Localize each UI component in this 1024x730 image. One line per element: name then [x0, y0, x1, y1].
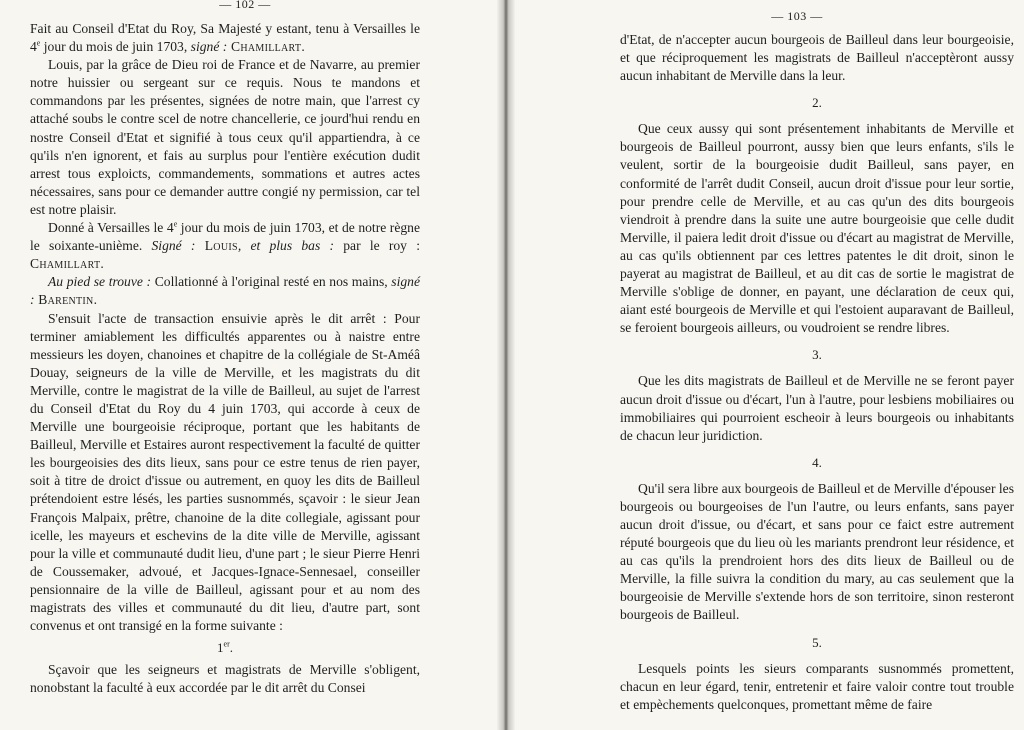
page-text [620, 31, 1014, 714]
section-heading: 5. [812, 634, 822, 650]
paragraph: Donné à Versailles le 4e jour du mois de juin 1703, et de notre règne le soixante-unième. Signé : Louis, et plus bas : par le roy : Chamillart. [30, 219, 420, 272]
paragraph: Que les dits magistrats de Bailleul et de Merville ne se feront payer aucun droit d'issue ou d'écart, l'un à l'autre, pour lesbiens mobiliaires ou immobiliaires qui pourroient escheoir à leurs bourgeois ou inhabitants de chacun leur juridiction. [620, 373, 1014, 443]
page-number: — 103 — [771, 9, 823, 23]
section-heading: 1er. [217, 639, 233, 656]
paragraph: Qu'il sera libre aux bourgeois de Bailleul et de Merville d'épouser les bourgeois ou bourgeoises de l'un l'autre, ou leurs enfants, sans payer aucun droit d'issue, ou d'écart, et sans pour ce faict estre autrement réputé bourgeois que du lieu où les mariants prendront leur résidence, et au cas qu'ils la prendroient hors des dits lieux de Bailleul ou de Merville, la fille suivra la condition du mary, au cas seulement que la bourgeoisie de Merville s'extende hors de son territoire, sinon resteront bourgeois de Bailleul. [620, 480, 1014, 623]
page-text [30, 20, 420, 697]
section-heading: 2. [812, 95, 822, 111]
section-heading: 3. [812, 347, 822, 363]
paragraph: Sçavoir que les seigneurs et magistrats de Merville s'obligent, nonobstant la faculté à eux accordée par le dit arrêt du Consei [30, 662, 420, 696]
page-number: — 102 — [219, 0, 271, 11]
paragraph: Que ceux aussy qui sont présentement inhabitants de Merville et bourgeois de Bailleul pourront, aussy bien que leurs enfants, s'ils le veulent, sortir de la bourgeoisie dudit Bailleul, sans payer, en conformité de l'arrêt dudit Conseil, aucun droit d'issue pour leur sortie, pour prendre celle de Merville, et au cas qu'un des dits bourgeois viendroit à prendre dans la suite une autre bourgeoisie que celle dudit Merville, il paiera ledit droit d'issue ou d'écart au magistrat de Merville, au cas qu'ils obtiennent par ces lettres patentes le dit droit, sinon le payerat au magistrat de Bailleul, et au dit cas de sortie le magistrat de Merville s'oblige de donner, en payant, une déclaration de ceux qui, aiant esté bourgeois de Merville et qui l'estoient auparavant de Bailleul, se feroient bourgeois ailleurs, ou voudroient se rendre libres. [620, 121, 1014, 336]
paragraph: Lesquels points les sieurs comparants susnommés promettent, chacun en leur égard, tenir, entretenir et faire valoir contre tout trouble et empèchements quelconques, promettant même de faire [620, 660, 1014, 712]
paragraph: Louis, par la grâce de Dieu roi de France et de Navarre, au premier notre huissier ou sergeant sur ce requis. Nous te mandons et commandons par les présentes, signées de notre main, que l'arrest cy attaché soubs le contre scel de notre chancellerie, ce jourd'hui rendu en nostre Conseil d'Etat et signifié à tous ceux qu'il appartiendra, à ce qu'ils n'en ignorent, et fais au surplus pour l'entière exécution dudit arrest tous exploicts, commandements, sommations et autres actes nécessaires, sans pour ce demander auttre congié ny permission, car tel est notre plaisir. [30, 57, 420, 217]
paragraph: Au pied se trouve : Collationné à l'original resté en nos mains, signé : Barentin. [30, 274, 420, 308]
paragraph: S'ensuit l'acte de transaction ensuivie après le dit arrêt : Pour terminer amiablement les difficultés apparentes ou à naistre entre messieurs les doyen, chanoines et chapitre de la collégiale de St-Améâ Douay, seigneurs de la ville de Merville, et les magistrats du dit Merville, contre le magistrat de la ville de Bailleul, au sujet de l'arrest du Conseil d'Etat du Roy du 4 juin 1703, qui accorde à ceux de Merville une bourgeoisie réciproque, portant que les habitants de Bailleul, Merville et Estaires auront respectivement la faculté de quitter les bourgeoisies des dits lieux, sans pour ce estre tenus de rien payer, soit à titre de droict d'issue ou autrement, en quoy les dits de Bailleul prétendoient estre lésés, les parties susnommés, sçavoir : le sieur Jean François Malpaix, prêtre, chanoine de la dite collegiale, agissant pour icelle, les mayeurs et eschevins de la dite ville de Merville, agissant pour la ville et communauté dudit lieu, d'une part ; le sieur Pierre Henri de Coussemaker, advoué, et Jacques-Ignace-Sennesael, conseiller pensionnaire de la ville de Bailleul, agissant pour et au nom des magistrats des villes et communauté du dit lieu, d'autre part, sont convenus et ont transigé en la forme suivante : [30, 310, 420, 634]
paragraph: Fait au Conseil d'Etat du Roy, Sa Majesté y estant, tenu à Versailles le 4e jour du mois de juin 1703, signé : Chamillart. [30, 21, 420, 55]
right-page [511, 0, 1024, 730]
section-heading: 4. [812, 454, 822, 470]
book-gutter [497, 0, 515, 730]
paragraph: d'Etat, de n'accepter aucun bourgeois de Bailleul dans leur bourgeoisie, et que réciproquement les magistrats de Bailleul n'acceptèront aussy aucun inhabitant de Merville dans la leur. [620, 32, 1014, 84]
left-page [0, 0, 505, 730]
